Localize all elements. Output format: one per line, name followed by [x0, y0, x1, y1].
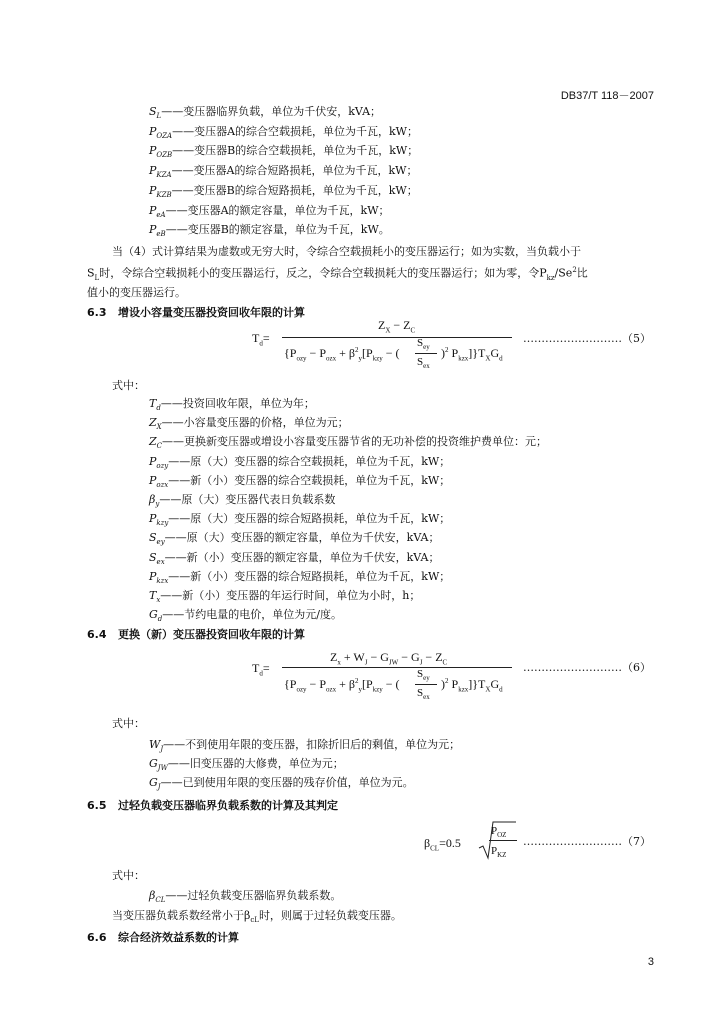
page-number: 3: [647, 956, 654, 968]
label-shizhong-3: 式中：: [112, 869, 145, 882]
variable-definition: $P_{kzx}——$新（小）变压器的综合短路损耗，单位为千瓦，kW；: [149, 569, 451, 585]
section-heading-6-4: 6.4 更换（新）变压器投资回收年限的计算: [87, 628, 305, 641]
label-shizhong-2: 式中：: [112, 717, 145, 730]
formula-6-inner-bar: [415, 684, 437, 685]
formula-6-numerator: $Z_x + W_J - G_{JW} - G_J - Z_C$: [330, 650, 448, 667]
variable-definition: $G_J——$已到使用年限的变压器的残存价值，单位为元。: [149, 776, 414, 792]
paragraph-line-3: 值小的变压器运行。: [87, 286, 186, 299]
formula-6-lhs: $T_d=$: [252, 661, 270, 678]
paragraph-line-2: $S_L$时，令综合空载损耗小的变压器运行，反之，令综合空载损耗大的变压器运行；如为零，令$P_{kz}/Se^2$比: [87, 266, 588, 282]
variable-definition: $G_{JW}——$旧变压器的大修费，单位为元；: [149, 757, 344, 773]
section-heading-6-3: 6.3 增设小容量变压器投资回收年限的计算: [87, 306, 305, 319]
label-shizhong-1: 式中：: [112, 379, 145, 392]
variable-definition: $P_{ozx}——$新（小）变压器的综合空载损耗，单位为千瓦，kW；: [149, 473, 451, 489]
formula-6-number: ………………………（6）: [523, 661, 651, 674]
formula-6-fraction-bar: [282, 667, 512, 668]
formula-7-top: $P_{OZ}$: [491, 825, 507, 840]
variable-definition: $\beta_y——$原（大）变压器代表日负载系数: [149, 493, 336, 509]
variable-definition: $G_d——$节约电量的电价，单位为元/度。: [149, 608, 342, 624]
formula-7-lhs: $\beta_{CL}=0.5$: [424, 836, 461, 853]
variable-definition: $S_L——$变压器临界负载，单位为千伏安，kVA；: [149, 105, 382, 121]
doc-code-header: DB37/T 118－2007: [560, 90, 654, 102]
formula-5-denominator-tail: )$^2$ $P_{kzx}]\}T_XG_d$: [441, 346, 503, 363]
variable-definition: $P_{ozy}——$原（大）变压器的综合空载损耗，单位为千瓦，kW；: [149, 454, 451, 470]
variable-definition: $P_{OZB}——$变压器B的综合空载损耗，单位为千瓦，kW；: [149, 144, 419, 160]
variable-definition: $S_{ey}——$原（大）变压器的额定容量，单位为千伏安，kVA；: [149, 531, 440, 547]
formula-5-inner-top: $S_{ey}$: [417, 337, 430, 352]
variable-definition: $P_{OZA}——$变压器A的综合空载损耗，单位为千瓦，kW；: [149, 124, 418, 140]
formula-5-lhs: $T_d=$: [252, 331, 270, 348]
formula-6-denominator: {$P_{ozy} - P_{ozx} + \beta^2_y[P_{kzy}$ − (: [284, 677, 400, 694]
formula-6-inner-bottom: $S_{ex}$: [417, 687, 430, 702]
paragraph-6-5: 当变压器负载系数经常小于$\beta_{cL}$时，则属于过轻负载变压器。: [112, 909, 402, 925]
formula-7-bottom: $P_{KZ}$: [491, 845, 507, 860]
variable-definition: $S_{ex}——$新（小）变压器的额定容量，单位为千伏安，kVA；: [149, 550, 440, 566]
section-heading-6-6: 6.6 综合经济效益系数的计算: [87, 931, 239, 944]
variable-definition: $Z_C——$更换新变压器或增设小容量变压器节省的无功补偿的投资维护费单位：元；: [149, 435, 548, 451]
formula-5-numerator: $Z_X - Z_C$: [378, 318, 416, 335]
variable-definition: $P_{KZA}——$变压器A的综合短路损耗，单位为千瓦，kW；: [149, 164, 418, 180]
variable-definition: $P_{KZB}——$变压器B的综合短路损耗，单位为千瓦，kW；: [149, 183, 418, 199]
variable-definition: $P_{kzy}——$原（大）变压器的综合短路损耗，单位为千瓦，kW；: [149, 512, 451, 528]
formula-5-number: ………………………（5）: [523, 332, 651, 345]
section-heading-6-5: 6.5 过轻负载变压器临界负载系数的计算及其判定: [87, 799, 338, 812]
formula-5-inner-bottom: $S_{ex}$: [417, 356, 430, 371]
paragraph-line-1: 当（4）式计算结果为虚数或无穷大时，令综合空载损耗小的变压器运行；如为实数，当负载小于: [112, 245, 581, 258]
variable-definition: $Z_X——$小容量变压器的价格，单位为元；: [149, 416, 349, 432]
formula-6-denominator-tail: )$^2$ $P_{kzx}]\}T_XG_d$: [441, 677, 503, 694]
variable-definition: $P_{eB}——$变压器B的额定容量，单位为千瓦，kW。: [149, 223, 390, 239]
formula-5-fraction-bar: [282, 337, 512, 338]
formula-5-inner-bar: [415, 353, 437, 354]
variable-definition: $T_d——$投资回收年限，单位为年；: [149, 397, 315, 413]
variable-definition: $W_J——$不到使用年限的变压器，扣除折旧后的剩值，单位为元；: [149, 738, 461, 754]
formula-6-inner-top: $S_{ey}$: [417, 668, 430, 683]
variable-definition: $T_x——$新（小）变压器的年运行时间，单位为小时，h；: [149, 589, 421, 605]
variable-definition: $\beta_{CL}——$过轻负载变压器临界负载系数。: [149, 889, 342, 905]
variable-definition: $P_{eA}——$变压器A的额定容量，单位为千瓦，kW；: [149, 203, 390, 219]
formula-5-denominator: {$P_{ozy} - P_{ozx} + \beta^2_y[P_{kzy}$ − (: [284, 346, 400, 363]
formula-7-number: ………………………（7）: [523, 835, 651, 848]
formula-7-fraction-bar: [489, 840, 517, 841]
